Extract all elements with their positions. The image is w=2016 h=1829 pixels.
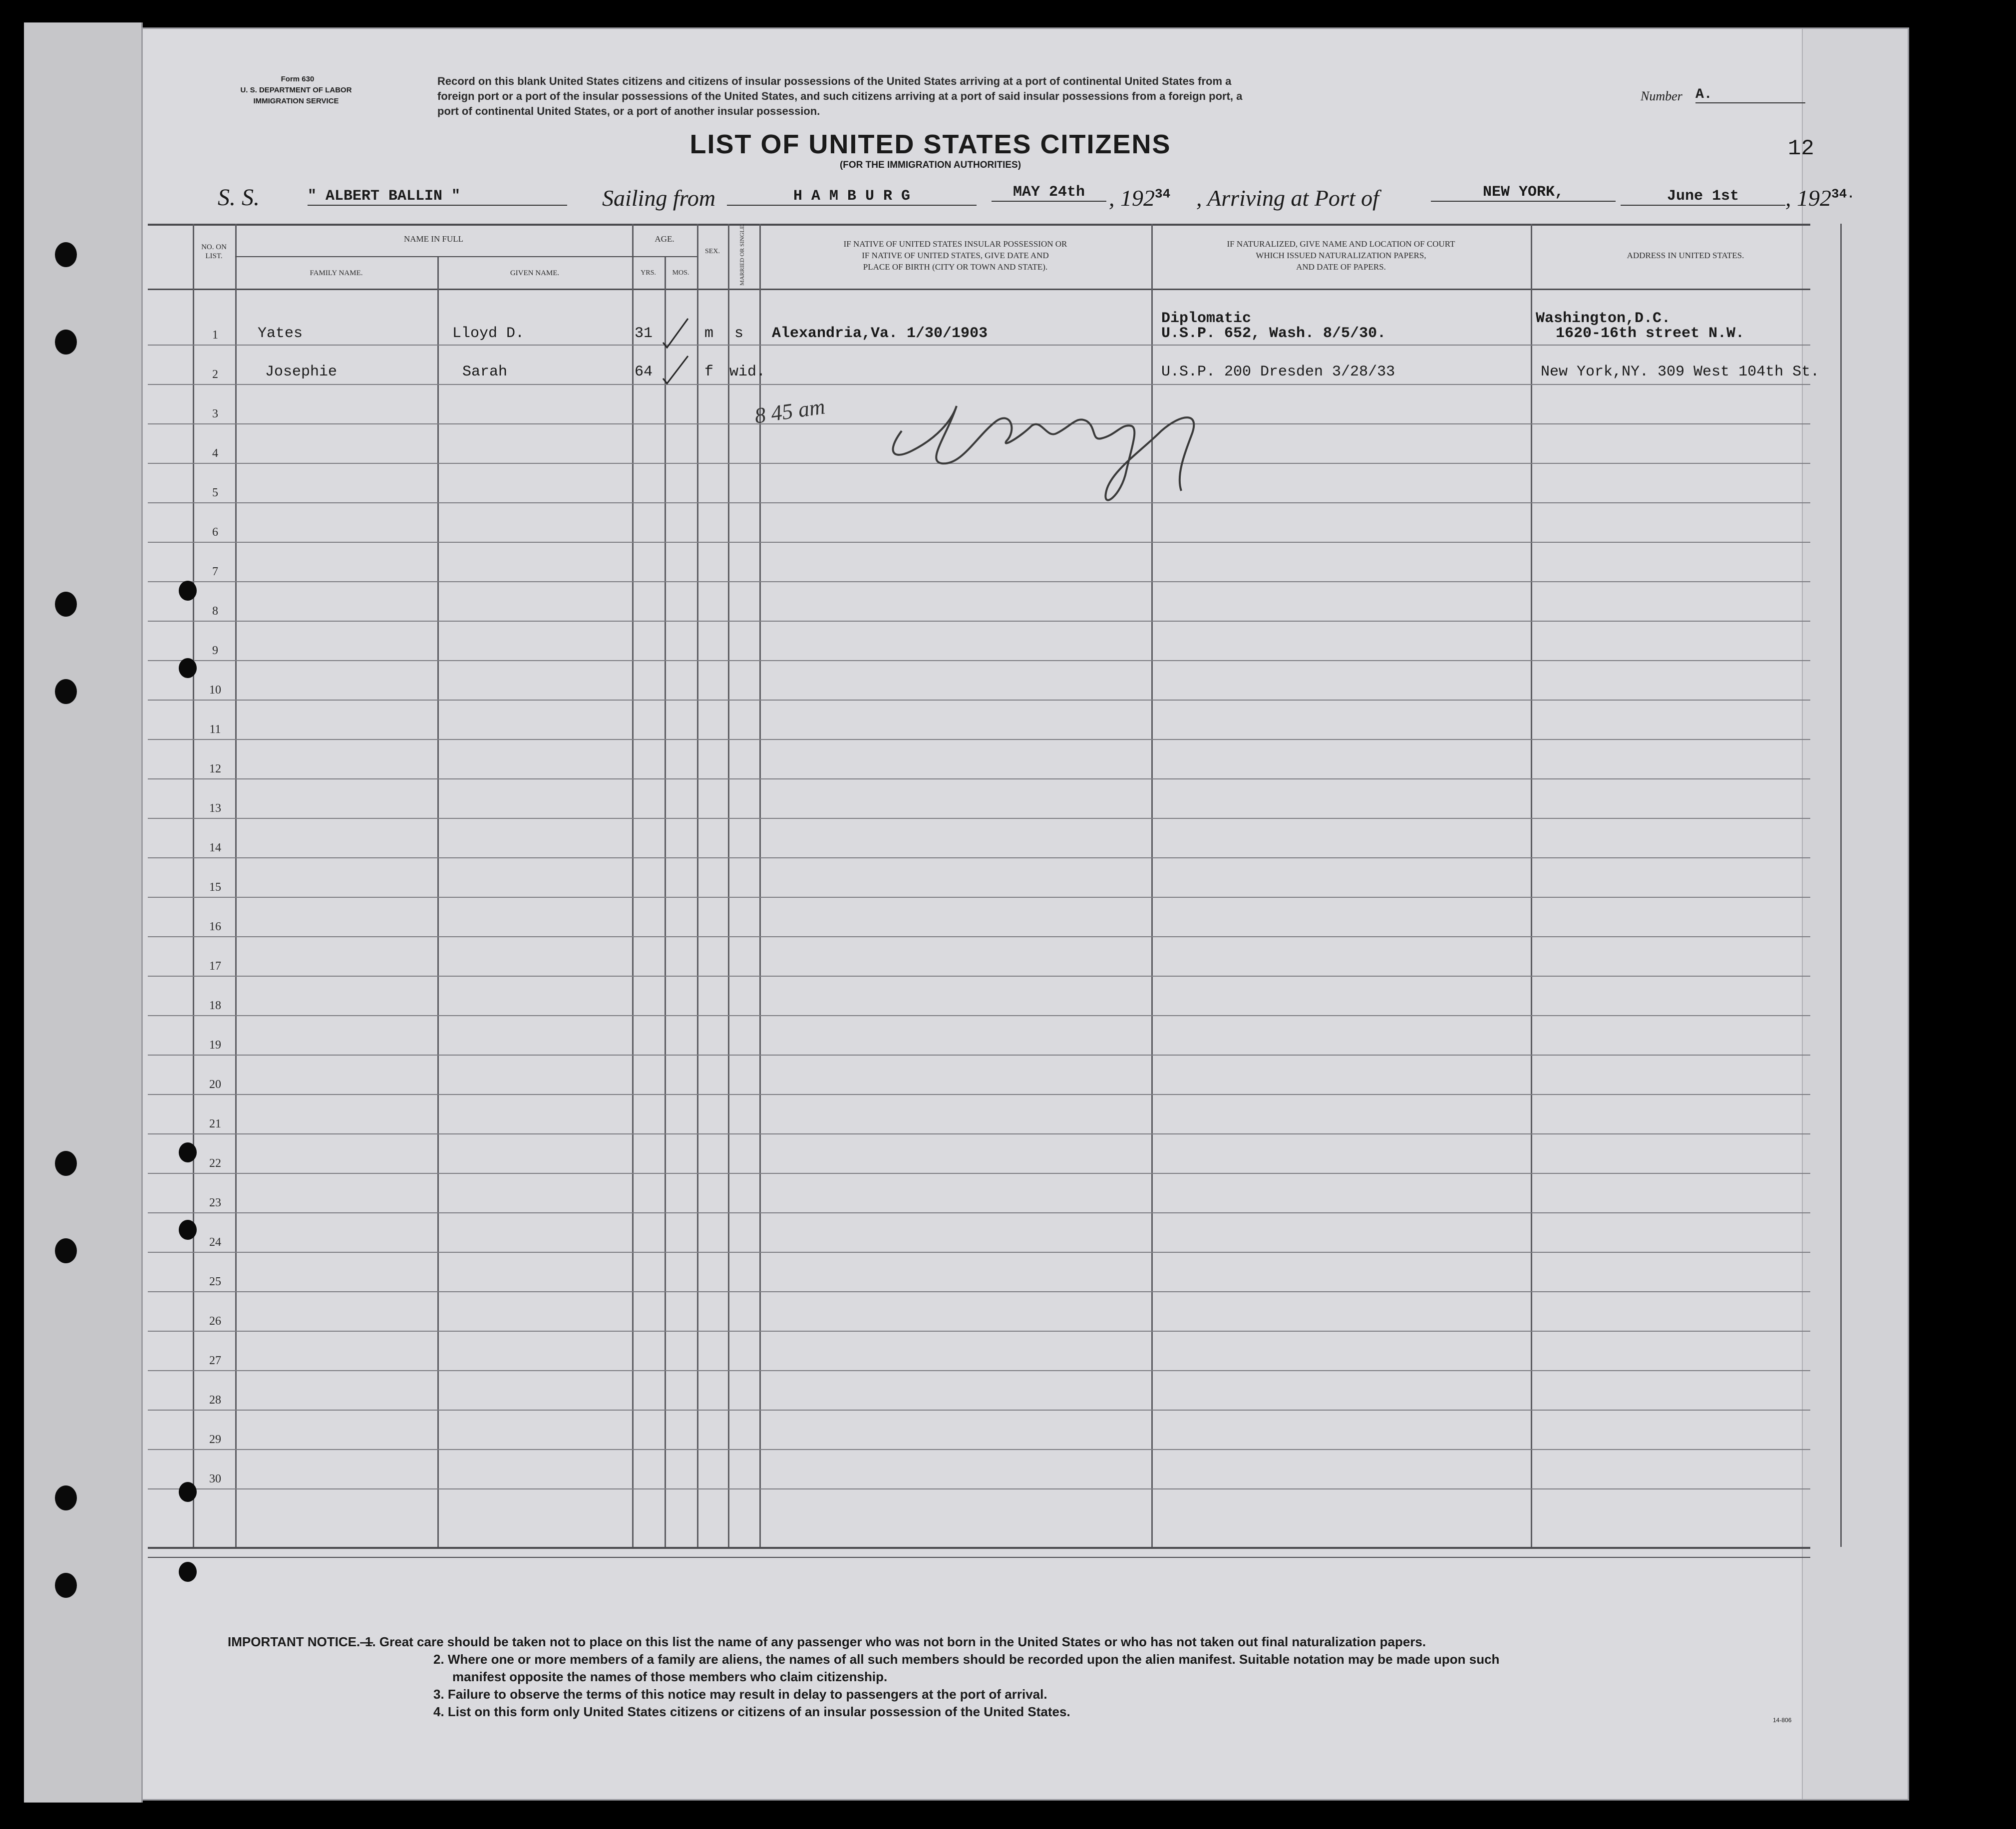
- handwritten-time-note: 8 45 am: [753, 394, 827, 428]
- row-rule: [148, 1212, 1810, 1213]
- number-value: A.: [1695, 87, 1805, 103]
- notice-item-2-cont: manifest opposite the names of those members who claim citizenship.: [452, 1669, 888, 1684]
- binder-hole: [55, 679, 77, 704]
- row-number: 7: [212, 565, 218, 578]
- binder-hole: [55, 242, 77, 267]
- row-number: 14: [209, 841, 221, 854]
- col-header-native-1: IF NATIVE OF UNITED STATES INSULAR POSSESSION OR: [843, 239, 1067, 249]
- form-code: 14-806: [1773, 1717, 1792, 1724]
- row-rule: [148, 384, 1810, 385]
- col-header-given: GIVEN NAME.: [510, 269, 560, 277]
- row-rule: [148, 1252, 1810, 1253]
- col-header-married: MARRIED OR SINGLE.: [738, 224, 745, 286]
- col-divider: [697, 224, 698, 1547]
- binder-hole: [55, 1151, 77, 1176]
- col-divider: [437, 256, 439, 1547]
- row-number: 8: [212, 605, 218, 618]
- row-number: 18: [209, 999, 221, 1012]
- notice-item-3: 3. Failure to observe the terms of this notice may result in delay to passengers at the port of arrival.: [433, 1687, 1047, 1702]
- col-header-naturalized-3: AND DATE OF PAPERS.: [1296, 262, 1386, 272]
- col-divider: [665, 256, 666, 1547]
- row-rule: [148, 1173, 1810, 1174]
- row-number: 3: [212, 407, 218, 420]
- name-subheader-rule: [235, 256, 632, 257]
- table-top-rule: [148, 224, 1810, 226]
- page-subtitle: (FOR THE IMMIGRATION AUTHORITIES): [839, 160, 1021, 170]
- instructions-line-1: Record on this blank United States citizens and citizens of insular possessions of the United States arriving at a port of continental United States from a: [437, 75, 1232, 87]
- row-2-given-name: Sarah: [462, 364, 508, 380]
- binder-strip: [24, 22, 143, 1803]
- row-1-address-1: Washington,D.C.: [1536, 310, 1671, 327]
- col-header-age: AGE.: [655, 234, 674, 244]
- arriving-label: , Arriving at Port of: [1196, 185, 1379, 211]
- row-number: 12: [209, 762, 221, 775]
- col-header-naturalized-2: WHICH ISSUED NATURALIZATION PAPERS,: [1256, 251, 1426, 260]
- col-header-yrs: YRS.: [641, 269, 656, 277]
- row-number: 5: [212, 486, 218, 499]
- page-title: LIST OF UNITED STATES CITIZENS: [689, 129, 1171, 159]
- col-header-native-2: IF NATIVE OF UNITED STATES, GIVE DATE AND: [862, 251, 1049, 260]
- check-marks: [657, 309, 697, 388]
- row-rule: [148, 345, 1810, 346]
- col-header-name: NAME IN FULL: [404, 234, 463, 244]
- punch-hole: [179, 1220, 197, 1240]
- row-rule: [148, 621, 1810, 622]
- binder-hole: [55, 1573, 77, 1598]
- col-header-naturalized-1: IF NATURALIZED, GIVE NAME AND LOCATION OF COURT: [1227, 239, 1455, 249]
- col-header-address: ADDRESS IN UNITED STATES.: [1627, 251, 1744, 260]
- col-divider: [193, 224, 194, 1547]
- row-rule: [148, 857, 1810, 858]
- row-2-family-name: Josephie: [265, 364, 337, 380]
- row-number: 17: [209, 960, 221, 973]
- row-number: 13: [209, 802, 221, 815]
- row-rule: [148, 1133, 1810, 1134]
- row-number: 1: [212, 329, 218, 342]
- row-number: 29: [209, 1433, 221, 1446]
- row-number: 24: [209, 1236, 221, 1249]
- col-header-native-3: PLACE OF BIRTH (CITY OR TOWN AND STATE).: [863, 262, 1048, 272]
- year-to: , $192^{34.}$: [1785, 185, 1855, 211]
- notice-item-2: 2. Where one or more members of a family are aliens, the names of all such members should be recorded upon the alien manifest. Suitable notation may be made upon such: [433, 1652, 1500, 1667]
- row-number: 26: [209, 1315, 221, 1328]
- page-number: 12: [1788, 136, 1814, 161]
- row-1-age-years: 31: [635, 325, 653, 342]
- row-rule: [148, 1488, 1810, 1489]
- row-1-given-name: Lloyd D.: [452, 325, 525, 342]
- row-1-birth: Alexandria,Va. 1/30/1903: [772, 325, 988, 342]
- row-2-naturalization: U.S.P. 200 Dresden 3/28/33: [1161, 364, 1395, 380]
- date-from: MAY 24th: [992, 184, 1106, 202]
- row-rule: [148, 1331, 1810, 1332]
- row-rule: [148, 976, 1810, 977]
- notice-item-4: 4. List on this form only United States citizens or citizens of an insular possession of the United States.: [433, 1704, 1070, 1719]
- col-divider: [632, 224, 634, 1547]
- port-to: NEW YORK,: [1431, 184, 1616, 202]
- sailing-label: Sailing from: [602, 185, 716, 211]
- row-number: 6: [212, 526, 218, 539]
- row-number: 21: [209, 1117, 221, 1130]
- row-1-address-2: 1620-16th street N.W.: [1556, 325, 1745, 342]
- row-number: 28: [209, 1394, 221, 1407]
- row-number: 20: [209, 1078, 221, 1091]
- row-number: 30: [209, 1472, 221, 1485]
- binder-hole: [55, 1238, 77, 1263]
- row-rule: [148, 936, 1810, 937]
- punch-hole: [179, 581, 197, 601]
- ss-label: S. S.: [218, 184, 260, 211]
- row-2-sex: f: [704, 364, 714, 380]
- row-rule: [148, 542, 1810, 543]
- form-sheet: [141, 27, 1909, 1801]
- year-from: , $192^{34}$: [1109, 185, 1171, 211]
- service-label: IMMIGRATION SERVICE: [253, 97, 339, 105]
- row-rule: [148, 1410, 1810, 1411]
- col-divider: [1531, 224, 1532, 1547]
- number-label: Number: [1641, 89, 1682, 103]
- col-header-sex: SEX.: [705, 248, 720, 255]
- row-rule: [148, 1449, 1810, 1450]
- row-number: 10: [209, 684, 221, 697]
- row-2-age-years: 64: [635, 364, 653, 380]
- row-1-sex: m: [704, 325, 714, 342]
- row-rule: [148, 1291, 1810, 1292]
- row-1-family-name: Yates: [258, 325, 303, 342]
- row-number: 25: [209, 1275, 221, 1288]
- punch-hole: [179, 1142, 197, 1162]
- row-number: 16: [209, 920, 221, 933]
- row-2-address: New York,NY. 309 West 104th St.: [1541, 364, 1820, 380]
- table-bottom-rule: [148, 1547, 1810, 1549]
- col-divider: [1840, 224, 1842, 1547]
- row-2-marital-status: wid.: [729, 364, 766, 380]
- row-rule: [148, 778, 1810, 779]
- punch-hole: [179, 1482, 197, 1502]
- col-header-family: FAMILY NAME.: [310, 269, 363, 277]
- sheet-edge: [1802, 29, 1908, 1799]
- row-number: 27: [209, 1354, 221, 1367]
- instructions-line-2: foreign port or a port of the insular possessions of the United States, and such citizens arriving at a port of said insular possessions from a foreign port, a: [437, 90, 1243, 102]
- row-number: 11: [209, 723, 221, 736]
- ship-name: " ALBERT BALLIN ": [308, 188, 567, 206]
- date-to: June 1st: [1621, 188, 1785, 206]
- row-number: 9: [212, 644, 218, 657]
- row-number: 4: [212, 447, 218, 460]
- row-number: 23: [209, 1196, 221, 1209]
- row-rule: [148, 660, 1810, 661]
- row-1-naturalization-2: U.S.P. 652, Wash. 8/5/30.: [1161, 325, 1386, 342]
- instructions-line-3: port of continental United States, or a port of another insular possession.: [437, 105, 820, 117]
- row-rule: [148, 818, 1810, 819]
- department-label: U. S. DEPARTMENT OF LABOR: [240, 86, 352, 94]
- row-1-naturalization-1: Diplomatic: [1161, 310, 1252, 327]
- col-header-no: NO. ON LIST.: [201, 243, 227, 260]
- col-divider: [728, 224, 729, 1547]
- row-rule: [148, 700, 1810, 701]
- row-number: 15: [209, 881, 221, 894]
- row-rule: [148, 1094, 1810, 1095]
- header-bottom-rule: [148, 289, 1810, 290]
- row-number: 2: [212, 368, 218, 381]
- col-header-mos: MOS.: [672, 269, 689, 277]
- row-rule: [148, 739, 1810, 740]
- notice-label: IMPORTANT NOTICE.—: [228, 1634, 373, 1649]
- row-rule: [148, 1370, 1810, 1371]
- row-rule: [148, 1015, 1810, 1016]
- row-rule: [148, 897, 1810, 898]
- notice-separator: [148, 1557, 1810, 1558]
- col-divider: [235, 224, 237, 1547]
- row-number: 22: [209, 1157, 221, 1170]
- binder-hole: [55, 330, 77, 355]
- binder-hole: [55, 1485, 77, 1510]
- row-rule: [148, 1055, 1810, 1056]
- row-number: 19: [209, 1039, 221, 1052]
- punch-hole: [179, 1562, 197, 1582]
- binder-hole: [55, 592, 77, 617]
- row-rule: [148, 581, 1810, 582]
- row-1-marital-status: s: [734, 325, 744, 342]
- inspector-signature: [882, 391, 1256, 541]
- punch-hole: [179, 658, 197, 678]
- form-number: Form 630: [281, 75, 315, 83]
- port-from: H A M B U R G: [727, 188, 977, 206]
- age-subheader-rule: [632, 256, 697, 257]
- notice-item-1: 1. Great care should be taken not to place on this list the name of any passenger who was not born in the United States or who has not taken out final naturalization papers.: [365, 1634, 1426, 1649]
